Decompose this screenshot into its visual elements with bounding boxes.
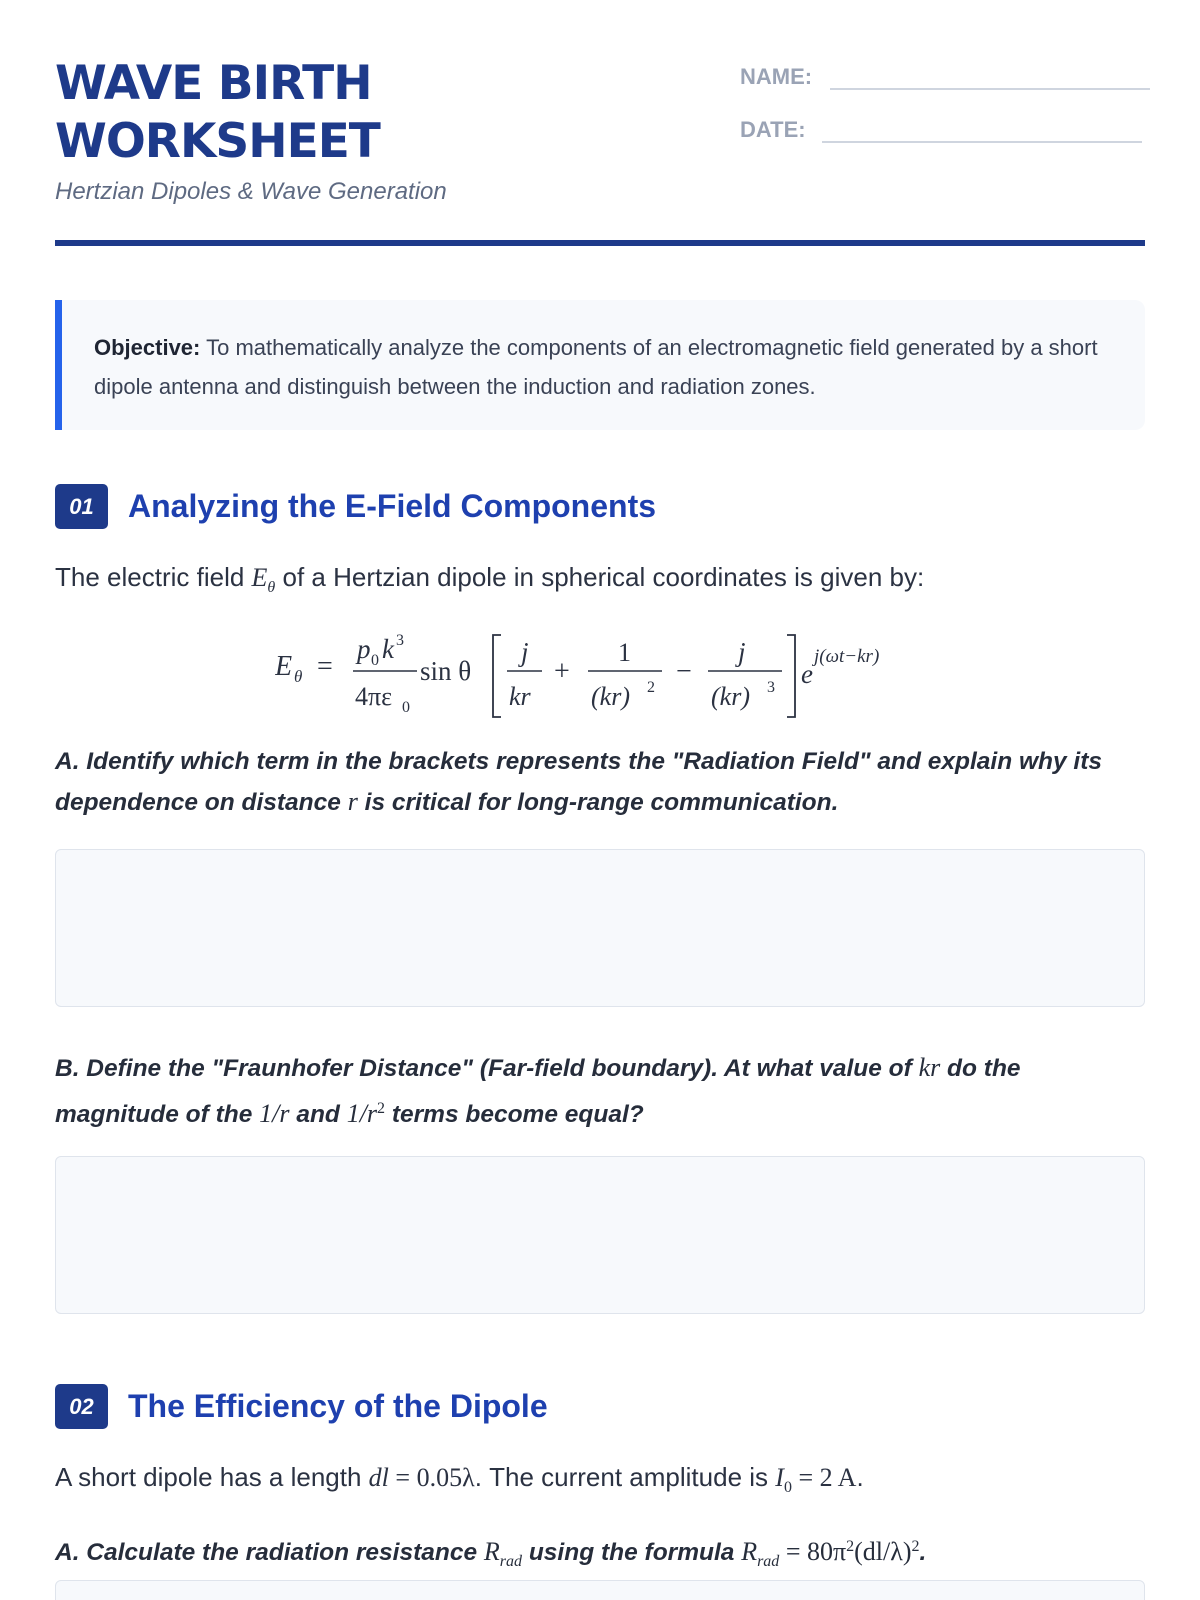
question-2a-R: R	[483, 1537, 500, 1567]
s2-intro-before: A short dipole has a length	[55, 1462, 369, 1492]
eq-coef-k: k	[382, 634, 394, 664]
eq-sin-theta: sin θ	[420, 656, 472, 686]
eq-minus: −	[676, 656, 692, 687]
objective-box	[55, 300, 1145, 430]
eq-lhs-sub: θ	[294, 667, 303, 686]
eq-coef-k-exp: 3	[396, 632, 404, 649]
section-1-number: 01	[55, 484, 108, 529]
eq-t1-den: kr	[509, 682, 531, 711]
question-2a-formula-exp: 2	[846, 1538, 855, 1555]
worksheet-header	[55, 0, 1145, 245]
eq-left-bracket	[493, 635, 501, 717]
section-2-number: 02	[55, 1384, 108, 1429]
intro-text-after: of a Hertzian dipole in spherical coordinates is given by:	[275, 562, 925, 592]
section-1-title: Analyzing the E-Field Components	[128, 488, 657, 524]
eq-plus: +	[554, 656, 570, 687]
title-line-2: WORKSHEET	[55, 114, 380, 169]
section-2-title: The Efficiency of the Dipole	[128, 1388, 548, 1424]
eq-coef-p-sub: 0	[371, 652, 379, 669]
s2-intro-dl: dl	[368, 1463, 389, 1492]
objective-text: To mathematically analyze the components of an electromagnetic field generated by a short dipole antenna and distinguish between the induction and radiation zones.	[94, 335, 1098, 399]
date-field	[740, 115, 1142, 143]
eq-t3-den: (kr)	[711, 682, 750, 711]
question-1b-f2: 1/r	[346, 1099, 378, 1129]
eq-t3-exp: 3	[767, 679, 775, 696]
question-1a-end: is critical for long-range communication.	[357, 789, 839, 816]
eq-t1-num: j	[521, 637, 529, 667]
s2-intro-I-val: = 2 A	[791, 1463, 857, 1492]
question-2a-formula-end: (dl/λ)	[854, 1537, 912, 1567]
worksheet-subtitle: Hertzian Dipoles & Wave Generation	[55, 178, 447, 205]
eq-equals: =	[317, 651, 333, 682]
s2-intro-end: .	[856, 1462, 864, 1492]
question-1b-f2-exp: 2	[377, 1100, 386, 1117]
name-field	[740, 62, 1150, 90]
name-label: NAME:	[740, 64, 813, 89]
s2-intro-I: I	[775, 1463, 784, 1492]
question-1b-var: kr	[918, 1053, 941, 1082]
question-2a-R2: R	[741, 1537, 758, 1567]
question-1a-text: A. Identify which term in the brackets represents the "Radiation Field" and explain why its dependence on distance	[55, 748, 1103, 816]
s2-intro-mid: . The current amplitude is	[474, 1462, 776, 1492]
intro-var-E: E	[251, 563, 268, 592]
title-line-1: WAVE BIRTH	[55, 56, 372, 111]
eq-right-bracket	[787, 635, 795, 717]
question-1b-f1: 1/r	[259, 1099, 290, 1129]
date-input-line[interactable]	[822, 115, 1142, 143]
question-2a	[55, 1527, 1145, 1582]
intro-var-sub: θ	[267, 579, 276, 597]
answer-box-1b[interactable]	[55, 1156, 1145, 1314]
eq-coef-p: p	[357, 634, 371, 664]
eq-t2-num: 1	[618, 638, 631, 667]
header-divider	[55, 240, 1145, 246]
answer-box-1a[interactable]	[55, 849, 1145, 1007]
s2-intro-I-sub: 0	[783, 1479, 792, 1497]
section-1-header	[55, 484, 656, 529]
section-1-intro	[55, 562, 924, 597]
question-1a	[55, 742, 1145, 823]
eq-exp-power: j(ωt−kr)	[814, 646, 880, 667]
worksheet-title	[55, 55, 380, 171]
question-1b-text: B. Define the "Fraunhofer Distance" (Far-field boundary). At what value of	[55, 1055, 919, 1082]
question-2a-formula-exp2: 2	[911, 1538, 920, 1555]
answer-box-2a[interactable]	[55, 1580, 1145, 1600]
name-input-line[interactable]	[830, 62, 1150, 90]
question-2a-formula: = 80π	[779, 1537, 847, 1567]
question-1b-mid: do the magnitude of the	[55, 1055, 1021, 1129]
question-1b-end: terms become equal?	[385, 1101, 644, 1129]
section-2-intro	[55, 1462, 864, 1497]
eq-exp-base: e	[801, 659, 813, 689]
date-label: DATE:	[740, 117, 806, 142]
intro-text-before: The electric field	[55, 562, 252, 592]
section-2-header	[55, 1384, 548, 1429]
eq-t3-num: j	[738, 637, 746, 667]
objective-label: Objective:	[94, 335, 201, 360]
question-2a-text: A. Calculate the radiation resistance	[55, 1539, 484, 1567]
e-field-equation	[275, 625, 935, 720]
eq-lhs: E	[275, 651, 293, 682]
question-1b	[55, 1048, 1145, 1135]
question-2a-mid: using the formula	[522, 1539, 742, 1567]
question-1b-and: and	[289, 1101, 347, 1129]
question-2a-R2-sub: rad	[757, 1553, 780, 1571]
question-1a-var: r	[347, 787, 358, 816]
eq-t2-exp: 2	[647, 679, 655, 696]
eq-coef-den-sub: 0	[402, 699, 410, 716]
question-2a-R-sub: rad	[499, 1553, 523, 1571]
eq-t2-den: (kr)	[591, 682, 630, 711]
s2-intro-dl-val: = 0.05λ	[388, 1463, 475, 1492]
question-2a-end: .	[919, 1539, 927, 1567]
eq-coef-den: 4πε	[355, 682, 393, 711]
